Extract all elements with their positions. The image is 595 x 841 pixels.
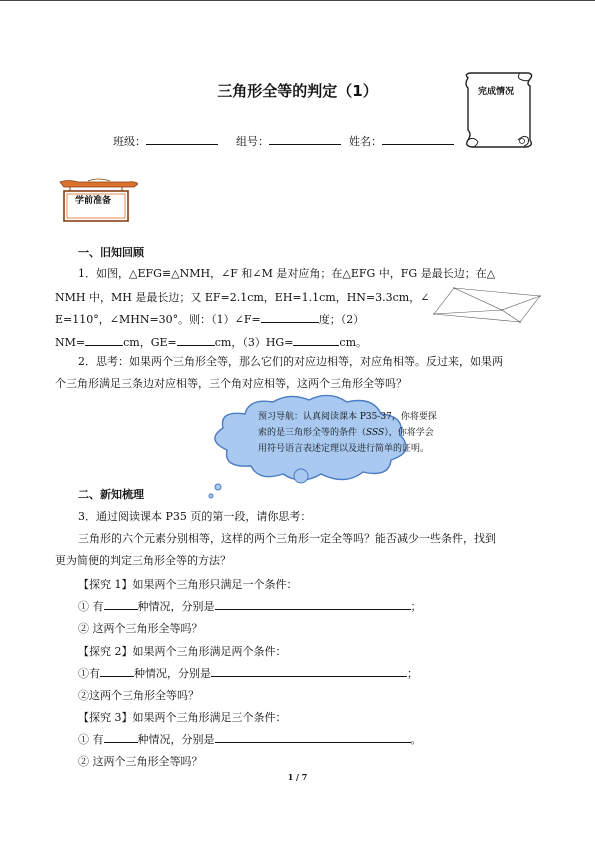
group-label: 组号： bbox=[236, 135, 269, 148]
pre-class-sign: 学前准备 bbox=[74, 196, 111, 206]
q1-line3-a: E=110°，∠MHN=30°。则：（1）∠F= bbox=[55, 313, 261, 326]
guide-sss: SSS bbox=[366, 428, 385, 438]
name-label: 姓名： bbox=[349, 135, 382, 148]
explore1-item1-a: ① 有 bbox=[78, 600, 104, 613]
explore3-item1 bbox=[78, 731, 422, 747]
q1-line4 bbox=[55, 334, 367, 350]
q1-line4-b: cm，GE= bbox=[123, 336, 177, 349]
ge-blank[interactable] bbox=[177, 335, 215, 346]
class-field bbox=[113, 133, 218, 149]
explore1-item1 bbox=[78, 598, 422, 614]
q2-line1: 2．思考：如果两个三角形全等，那么它们的对应边相等，对应角相等。反过来，如果两 bbox=[78, 355, 503, 368]
explore2-item1-end: ； bbox=[407, 667, 418, 680]
q1-line4-a: NM= bbox=[55, 336, 86, 349]
hg-blank[interactable] bbox=[293, 335, 339, 346]
explore1-item2: ② 这两个三角形全等吗？ bbox=[78, 622, 203, 635]
explore1-cases-blank[interactable] bbox=[215, 599, 411, 610]
explore2-item1-a: ①有 bbox=[78, 667, 100, 680]
q1-line2: NMH 中，MH 是最长边；又 EF=2.1cm，EH=1.1cm，HN=3.3cm，∠ bbox=[55, 291, 430, 304]
q1-line4-d: cm。 bbox=[339, 336, 368, 349]
guide-line2-a: 索的是三角形全等的条件（ bbox=[258, 428, 367, 438]
completion-badge: 完成情况 bbox=[477, 87, 514, 97]
explore1-count-blank[interactable] bbox=[104, 599, 138, 610]
guide-line3: 用符号语言表述定理以及进行简单的证明。 bbox=[258, 444, 430, 454]
explore3-item2: ② 这两个三角形全等吗？ bbox=[78, 755, 203, 768]
explore3-title: 【探究 3】如果两个三角形满足三个条件： bbox=[78, 711, 287, 724]
explore3-count-blank[interactable] bbox=[104, 732, 138, 743]
group-input[interactable] bbox=[269, 134, 341, 145]
q1-line3 bbox=[55, 311, 364, 327]
angle-f-blank[interactable] bbox=[261, 312, 319, 323]
explore3-cases-blank[interactable] bbox=[215, 732, 411, 743]
group-field bbox=[236, 133, 341, 149]
explore2-item1 bbox=[78, 665, 418, 681]
q2-line2: 个三角形满足三条边对应相等，三个角对应相等，这两个三角形全等吗？ bbox=[55, 377, 407, 390]
explore3-item1-end: 。 bbox=[410, 733, 422, 746]
guide-line1: 预习导航：认真阅读课本 P35-37，你将要探 bbox=[258, 412, 437, 422]
guide-line2 bbox=[258, 425, 468, 441]
explore2-item2: ②这两个三角形全等吗？ bbox=[78, 689, 199, 702]
top-rule bbox=[0, 0, 595, 1]
q1-line4-c: cm，（3）HG= bbox=[214, 336, 294, 349]
explore3-item1-a: ① 有 bbox=[78, 733, 104, 746]
explore2-count-blank[interactable] bbox=[100, 666, 134, 677]
guide-line2-b: ），你将学会 bbox=[384, 428, 434, 438]
q3-text-line2: 更为简便的判定三角形全等的方法？ bbox=[55, 554, 231, 567]
explore3-item1-b: 种情况，分别是 bbox=[137, 733, 215, 746]
guide-bubble bbox=[258, 409, 468, 457]
section1-heading: 一、旧知回顾 bbox=[78, 246, 144, 259]
section2-heading: 二、新知梳理 bbox=[78, 488, 144, 501]
q3-text-line1: 三角形的六个元素分别相等，这样的两个三角形一定全等吗？能否减少一些条件，找到 bbox=[78, 532, 496, 545]
explore2-cases-blank[interactable] bbox=[211, 666, 407, 677]
explore2-item1-b: 种情况，分别是 bbox=[134, 667, 211, 680]
class-label: 班级： bbox=[113, 135, 146, 148]
nm-blank[interactable] bbox=[85, 335, 123, 346]
page-number: 1 / 7 bbox=[287, 772, 308, 782]
explore1-item1-end: ； bbox=[410, 600, 422, 613]
q1-line1: 1．如图，△EFG≌△NMH，∠F 和∠M 是对应角；在△EFG 中，FG 是最长边；在△ bbox=[78, 267, 496, 280]
class-input[interactable] bbox=[146, 134, 218, 145]
name-input[interactable] bbox=[382, 134, 454, 145]
q1-line3-b: 度；（2） bbox=[318, 313, 365, 326]
triangle-figure bbox=[430, 286, 550, 326]
name-field bbox=[349, 133, 454, 149]
page-title: 三角形全等的判定（1） bbox=[217, 82, 378, 100]
scroll-icon bbox=[458, 70, 538, 150]
q3: 3．通过阅读课本 P35 页的第一段，请你思考： bbox=[78, 510, 312, 523]
explore2-title: 【探究 2】如果两个三角形满足两个条件： bbox=[78, 645, 287, 658]
explore1-item1-b: 种情况，分别是 bbox=[137, 600, 215, 613]
explore1-title: 【探究 1】如果两个三角形只满足一个条件： bbox=[78, 578, 298, 591]
